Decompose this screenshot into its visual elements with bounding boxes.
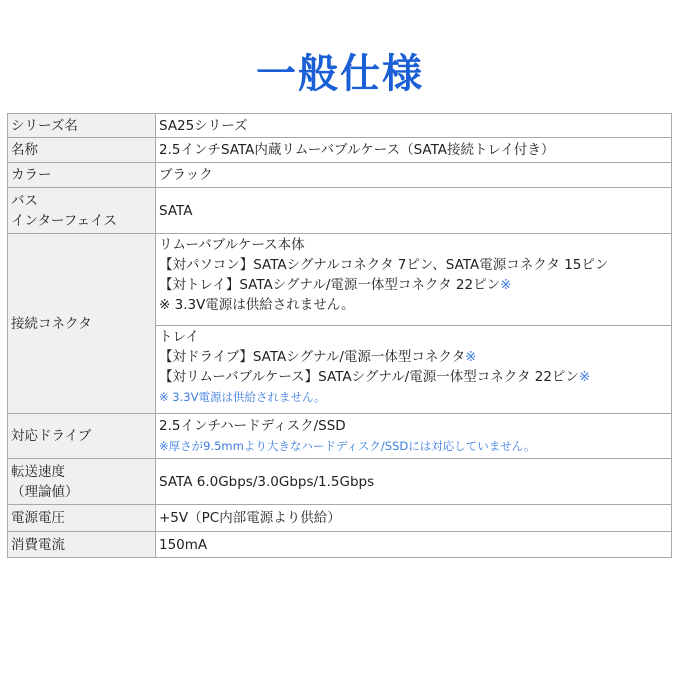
value-drive (156, 414, 672, 459)
table-row (8, 114, 672, 138)
table-row (8, 188, 672, 234)
value-speed: SATA 6.0Gbps/3.0Gbps/1.5Gbps (156, 459, 672, 505)
value-bus: SATA (156, 188, 672, 234)
value-voltage: +5V（PC内部電源より供給） (156, 505, 672, 532)
connector-case-tray-text: 【対トレイ】SATAシグナル/電源一体型コネクタ 22ピン (159, 277, 501, 293)
label-bus-line2: インターフェイス (11, 212, 117, 229)
value-current: 150mA (156, 532, 672, 558)
label-voltage: 電源電圧 (8, 505, 156, 532)
value-connector-case (156, 234, 672, 326)
label-drive: 対応ドライブ (8, 414, 156, 459)
table-row (8, 163, 672, 188)
value-color: ブラック (156, 163, 672, 188)
connector-tray-case (159, 367, 667, 387)
value-series: SA25シリーズ (156, 114, 672, 138)
connector-tray-heading: トレイ (159, 329, 199, 345)
label-name: 名称 (8, 138, 156, 163)
label-bus-line1: バス (11, 192, 38, 209)
label-speed-line1: 転送速度 (11, 463, 65, 480)
value-connector-tray (156, 326, 672, 414)
connector-tray-drive (159, 347, 667, 367)
label-speed-line2: （理論値） (11, 483, 79, 500)
footnote-mark: ※ (465, 349, 477, 365)
label-speed (8, 459, 156, 505)
page-title: 一般仕様 (256, 51, 424, 97)
drive-note: ※厚さが9.5mmより大きなハードディスク/SSDには対応していません。 (159, 439, 536, 453)
label-series: シリーズ名 (8, 114, 156, 138)
label-current: 消費電流 (8, 532, 156, 558)
value-name: 2.5インチSATA内蔵リムーバブルケース（SATA接続トレイ付き） (156, 138, 672, 163)
connector-case-pc: 【対パソコン】SATAシグナルコネクタ 7ピン、SATA電源コネクタ 15ピン (159, 257, 609, 273)
connector-case-note: ※ 3.3V電源は供給されません。 (159, 297, 355, 313)
connector-tray-case-text: 【対リムーバブルケース】SATAシグナル/電源一体型コネクタ 22ピン (159, 369, 579, 385)
connector-case-heading: リムーバブルケース本体 (159, 237, 305, 253)
table-row (8, 138, 672, 163)
label-bus (8, 188, 156, 234)
footnote-mark: ※ (578, 369, 591, 385)
connector-tray-note: ※ 3.3V電源は供給されません。 (159, 390, 326, 404)
table-row (8, 505, 672, 532)
table-row (8, 532, 672, 558)
footnote-mark: ※ (500, 277, 512, 293)
drive-value: 2.5インチハードディスク/SSD (159, 418, 346, 434)
connector-case-tray (159, 275, 667, 295)
label-connector: 接続コネクタ (8, 234, 156, 414)
label-color: カラー (8, 163, 156, 188)
table-row (8, 459, 672, 505)
connector-tray-drive-text: 【対ドライブ】SATAシグナル/電源一体型コネクタ (159, 349, 466, 365)
table-row (8, 414, 672, 459)
table-row (8, 234, 672, 326)
spec-table (7, 113, 672, 558)
